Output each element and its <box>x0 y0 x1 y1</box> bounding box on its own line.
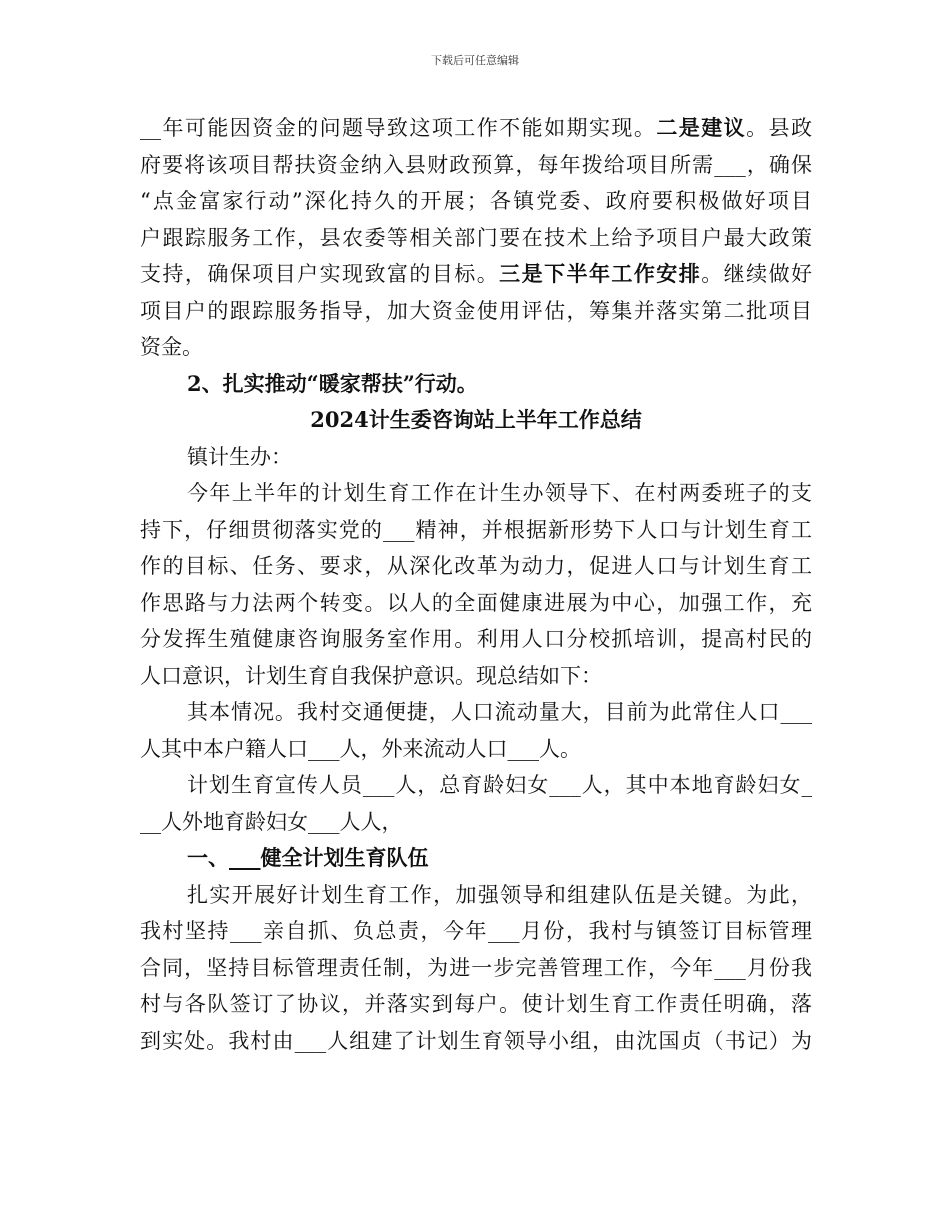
paragraph-line: 支持，确保项目户实现致富的目标。三是下半年工作安排。继续做好 <box>140 261 812 286</box>
paragraph-line: 计划生育宣传人员___人，总育龄妇女___人，其中本地育龄妇女_ <box>187 773 812 797</box>
paragraph-line: 作思路与力法两个转变。以人的全面健康进展为中心，加强工作，充 <box>140 590 812 615</box>
emphasis-text: 二是建议 <box>656 115 747 140</box>
paragraph-line: 今年上半年的计划生育工作在计生办领导下、在村两委班子的支 <box>187 481 812 505</box>
paragraph-line: 户跟踪服务工作，县农委等相关部门要在技术上给予项目户最大政策 <box>140 225 812 250</box>
paragraph-line: 合同，坚持目标管理责任制，为进一步完善管理工作，今年___月份我 <box>140 955 812 980</box>
section-heading: 2、扎实推动“暖家帮扶”行动。 <box>187 370 478 396</box>
section-heading: 一、___健全计划生育队伍 <box>187 845 429 870</box>
paragraph-line: __人外地育龄妇女___人人， <box>140 809 403 834</box>
emphasis-text: 三是下半年工作安排 <box>499 261 702 286</box>
paragraph-line: 持下，仔细贯彻落实党的___精神，并根据新形势下人口与计划生育工 <box>140 517 812 542</box>
document-body <box>140 110 812 1059</box>
paragraph-line: __年可能因资金的问题导致这项工作不能如期实现。二是建议。县政 <box>140 115 812 140</box>
paragraph-line: 府要将该项目帮扶资金纳入县财政预算，每年拨给项目所需___，确保 <box>140 152 812 177</box>
page-header: 下载后可任意编辑 <box>431 54 519 67</box>
paragraph-line: 扎实开展好计划生育工作，加强领导和组建队伍是关键。为此， <box>187 882 812 907</box>
salutation: 镇计生办： <box>187 444 292 469</box>
paragraph-line: 其本情况。我村交通便捷，人口流动量大，目前为此常住人口___ <box>187 700 812 724</box>
paragraph-line: 人口意识，计划生育自我保护意识。现总结如下： <box>140 663 602 688</box>
paragraph-line: 人其中本户籍人口___人，外来流动人口___人。 <box>140 736 581 761</box>
document-title: 2024计生委咨询站上半年工作总结 <box>310 407 642 432</box>
paragraph-line: 到实处。我村由___人组建了计划生育领导小组，由沈国贞（书记）为 <box>140 1028 812 1053</box>
paragraph-line: 分发挥生殖健康咨询服务室作用。利用人口分校抓培训，提高村民的 <box>140 627 812 651</box>
paragraph-line: 作的目标、任务、要求，从深化改革为动力，促进人口与计划生育工 <box>140 554 812 578</box>
paragraph-line: 我村坚持___亲自抓、负总责，今年___月份，我村与镇签订目标管理 <box>140 919 812 943</box>
paragraph-line: 项目户的跟踪服务指导，加大资金使用评估，筹集并落实第二批项目 <box>140 298 812 323</box>
paragraph-line: 资金。 <box>140 335 203 359</box>
paragraph-line: 村与各队签订了协议，并落实到每户。使计划生育工作责任明确，落 <box>140 992 812 1016</box>
paragraph-line: “点金富家行动”深化持久的开展；各镇党委、政府要积极做好项目 <box>140 189 812 213</box>
